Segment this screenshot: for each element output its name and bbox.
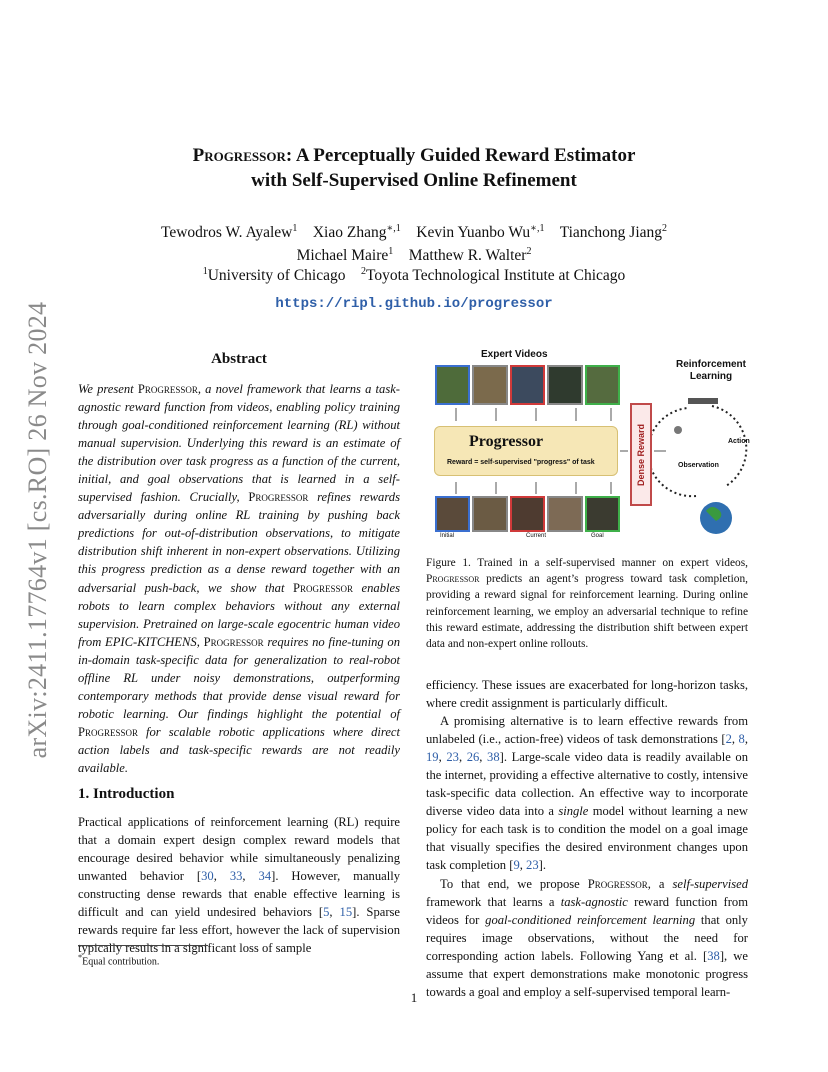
reward-equation: Reward = self-supervised "progress" of task bbox=[447, 459, 595, 466]
author-sup: ∗,1 bbox=[386, 223, 401, 234]
author: Matthew R. Walter bbox=[408, 247, 527, 265]
dense-reward-box bbox=[630, 403, 652, 506]
citation-link[interactable]: 5 bbox=[323, 905, 330, 920]
video-frame bbox=[472, 496, 507, 532]
footnote: *Equal contribution. bbox=[78, 953, 160, 968]
author-sup: ∗,1 bbox=[530, 223, 545, 234]
citation-link[interactable]: 15 bbox=[339, 905, 353, 920]
video-frame bbox=[510, 496, 545, 532]
citation-link[interactable]: 38 bbox=[487, 750, 500, 765]
abstract-heading: Abstract bbox=[211, 351, 267, 367]
intro-paragraph: Practical applications of reinforcement learning (RL) require that a domain expert design complex reward models that encourage desired behavior while simultaneously penalizing unwanted behavior [30, 33, 34]. However, manually constructing dense rewards that enable effective learning is difficult and can yield undesired behaviors [5, 15]. Sparse rewards require far less effort, however the lack of supervision typically results in a significant loss of sample bbox=[78, 815, 401, 956]
affiliations bbox=[100, 266, 728, 285]
footnote-rule bbox=[78, 945, 208, 946]
paragraph: To that end, we propose Progressor, a self-supervised framework that learns a task-agnostic reward function from videos for goal-conditioned reinforcement learning that only requires image observations, without the need for corresponding action labels. Following Yang et al. [38], we assume that expert demonstrations make monotonic progress towards a goal and employ a self-supervised temporal learn- bbox=[426, 876, 748, 999]
paper-title bbox=[100, 143, 728, 193]
citation-link[interactable]: 19 bbox=[426, 750, 439, 765]
citation-link[interactable]: 26 bbox=[466, 750, 480, 765]
initial-label: Initial bbox=[440, 533, 455, 539]
observation-label: Observation bbox=[678, 462, 719, 469]
citation-link[interactable]: 30 bbox=[201, 869, 214, 884]
affiliation-2: Toyota Technological Institute at Chicago bbox=[366, 267, 626, 285]
citation-link[interactable]: 9 bbox=[513, 858, 520, 873]
rl-label: Reinforcement Learning bbox=[675, 359, 746, 382]
page-number: 1 bbox=[410, 990, 418, 1005]
video-frame bbox=[585, 496, 620, 532]
action-label: Action bbox=[728, 438, 750, 445]
author-list bbox=[100, 219, 728, 265]
citation-link[interactable]: 23 bbox=[446, 750, 459, 765]
paragraph: A promising alternative is to learn effective rewards from unlabeled (i.e., action-free) videos of task demonstrations [2, 8, 19, 23, 26, 38]. Large-scale video data is readily available on the internet, providing a effective alternative to costly, intensive task-specific data collection. An effective way to incorporate diverse video data into a single model without learning a new policy for each task is to condition the model on a goal image that visually specifies the desired environment changes upon task completion [9, 23]. bbox=[426, 714, 749, 873]
progressor-box bbox=[434, 426, 618, 476]
author-sup: 1 bbox=[292, 223, 298, 234]
citation-link[interactable]: 2 bbox=[725, 732, 732, 747]
author: Kevin Yuanbo Wu bbox=[416, 224, 531, 242]
goal-label: Goal bbox=[591, 533, 604, 539]
arxiv-sidebar bbox=[8, 280, 68, 780]
author-sup: 2 bbox=[526, 246, 532, 258]
arxiv-id: arXiv:2411.17764v1 [cs.RO] 26 Nov 2024 bbox=[23, 301, 52, 759]
project-url-link[interactable]: https://ripl.github.io/progressor bbox=[275, 296, 553, 312]
figure-1-caption: Figure 1. Trained in a self-supervised manner on expert videos, Progressor predicts an agent’s progress toward task completion, providing a reward signal for reinforcement learning. During online reinforcement learning, we employ an adversarial technique to refine this reward estimate, addressing the distribution shift between expert data and non-expert online rollouts. bbox=[426, 557, 748, 651]
abstract-text: We present Progressor, a novel framework that learns a task-agnostic reward function from videos, enabling policy training through goal-conditioned reinforcement learning (RL) without manual supervision. Underlying this reward is an estimate of the distribution over task progress as a function of the current, initial, and goal observations that is learned in a self-supervised fashion. Crucially, Progressor refines rewards adversarially during online RL training by pushing back predictions for out-of-distribution observations, to mitigate distribution shift inherent in non-expert observations. Utilizing this progress prediction as a dense reward together with an adversarial push-back, we show that Progressor enables robots to learn complex behaviors without any external supervision. Pretrained on large-scale egocentric human video from EPIC-KITCHENS, Progressor requires no fine-tuning on in-domain task-specific data for generalization to real-robot offline RL under noisy demonstrations, outperforming contemporary methods that provide dense visual reward for robotic learning. Our findings highlight the potential of Progressor for scalable robotic applications where direct action labels and task-specific rewards are not readily available. bbox=[78, 382, 401, 775]
figure-1 bbox=[426, 346, 748, 541]
video-frame bbox=[435, 496, 470, 532]
author: Michael Maire bbox=[296, 247, 389, 265]
citation-link[interactable]: 33 bbox=[229, 869, 243, 884]
author-sup: 1 bbox=[388, 246, 394, 258]
citation-link[interactable]: 8 bbox=[738, 732, 745, 747]
citation-link[interactable]: 34 bbox=[258, 869, 272, 884]
author: Xiao Zhang bbox=[312, 224, 387, 242]
author: Tewodros W. Ayalew bbox=[160, 224, 293, 242]
title-progressor: Progressor bbox=[192, 145, 286, 166]
affiliation-1: University of Chicago bbox=[207, 267, 346, 285]
progressor-label: Progressor bbox=[469, 433, 544, 450]
section-heading-introduction: 1. Introduction bbox=[78, 786, 175, 802]
dense-reward-label: Dense Reward bbox=[636, 423, 646, 486]
affil-sup: 2 bbox=[361, 266, 366, 277]
citation-link[interactable]: 38 bbox=[707, 948, 720, 963]
title-rest: : A Perceptually Guided Reward Estimator bbox=[285, 145, 636, 166]
video-frame bbox=[547, 496, 582, 532]
rollout-strip bbox=[435, 496, 620, 532]
right-column-text bbox=[426, 676, 748, 1001]
expert-videos-label: Expert Videos bbox=[481, 349, 548, 360]
paragraph: efficiency. These issues are exacerbated for long-horizon tasks, where credit assignment is particularly difficult. bbox=[426, 678, 748, 711]
current-label: Current bbox=[526, 533, 547, 539]
citation-link[interactable]: 23 bbox=[526, 858, 539, 873]
author: Tianchong Jiang bbox=[559, 224, 663, 242]
affil-sup: 1 bbox=[202, 266, 208, 277]
title-line2: with Self-Supervised Online Refinement bbox=[251, 170, 577, 191]
author-sup: 2 bbox=[662, 223, 668, 234]
